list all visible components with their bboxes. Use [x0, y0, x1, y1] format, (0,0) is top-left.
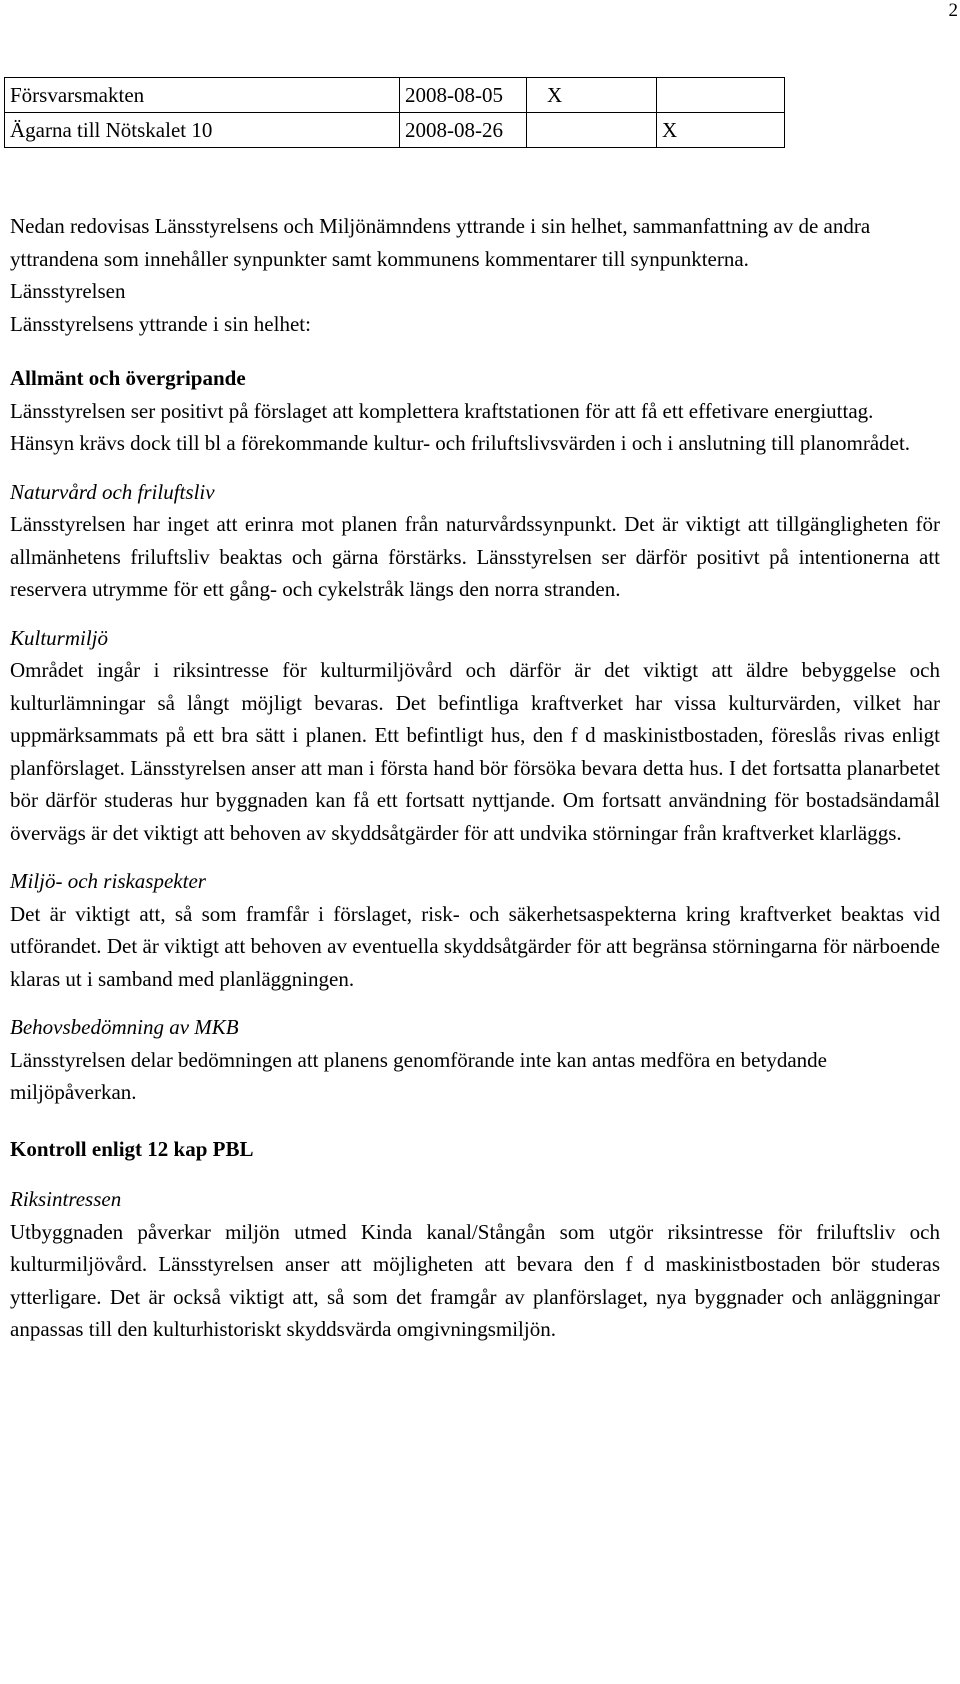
section-text-allmant: Länsstyrelsen ser positivt på förslaget att komplettera kraftstationen för att få ett effetivare energiuttag. Hänsyn krävs dock till bl a förekommande kultur- och friluftslivsvärden i och i anslutning till planområdet.	[10, 398, 911, 455]
section-heading-mkb: Behovsbedömning av MKB	[10, 1015, 239, 1039]
spacer	[10, 1165, 940, 1183]
section-text-miljo: Det är viktigt att, så som framfår i förslaget, risk- och säkerhetsaspekterna kring kraftverket beaktas vid utförandet. Det är viktigt att behoven av eventuella skyddsåtgärder för att begränsa störningarna för närboende klaras ut i samband med planläggningen.	[10, 901, 940, 991]
table-cell-mark	[527, 78, 657, 113]
table-cell-mark	[657, 113, 785, 148]
table-cell-name: Ägarna till Nötskalet 10	[5, 113, 400, 148]
section-heading-kulturmiljo: Kulturmiljö	[10, 625, 109, 650]
spacer	[10, 460, 940, 476]
section-heading-miljo: Miljö- och riskaspekter	[10, 869, 206, 893]
lansstyrelsen-subheading: Länsstyrelsens yttrande i sin helhet:	[10, 311, 311, 336]
recipients-table	[4, 77, 785, 148]
intro-paragraph: Nedan redovisas Länsstyrelsens och Miljönämndens yttrande i sin helhet, sammanfattning av de andra yttrandena som innehåller synpunkter samt kommunens kommentarer till synpunkterna.	[10, 214, 871, 271]
spacer	[10, 995, 940, 1011]
section-text-kulturmiljo: Området ingår i riksintresse för kulturmiljövård och därför är det viktigt att äldre bebyggelse och kulturlämningar så långt möjligt bevaras. Det befintliga kraftverket har vissa kulturvärden, vilket har uppmärksammats på ett bra sätt i planen. Ett befintligt hus, den f d maskinistbostaden, föreslås rivas enligt planförslaget. Länsstyrelsen anser att man i första hand bör försöka bevara detta hus. I det fortsatta planarbetet bör därför studeras hur byggnaden kan få ett fortsatt nyttjande. Om fortsatt användning för bostadsändamål övervägs är det viktigt att behoven av skyddsåtgärder för att undvika störningar från kraftverket klarläggs.	[10, 658, 940, 845]
spacer	[10, 1109, 940, 1133]
table-cell-name: Försvarsmakten	[5, 78, 400, 113]
section-text-naturvard: Länsstyrelsen har inget att erinra mot planen från naturvårdssynpunkt. Det är viktigt att tillgängligheten för allmänhetens friluftsliv beaktas och gärna förstärks. Länsstyrelsen ser därför positivt på intentionerna att reservera utrymme för ett gång- och cykelstråk längs den norra stranden.	[10, 512, 940, 601]
section-heading-kontroll: Kontroll enligt 12 kap PBL	[10, 1136, 254, 1161]
section-text-mkb: Länsstyrelsen delar bedömningen att planens genomförande inte kan antas medföra en betydande miljöpåverkan.	[10, 1047, 827, 1104]
table-cell-mark	[527, 113, 657, 148]
table-cell-date: 2008-08-26	[400, 113, 527, 148]
table-cell-mark	[657, 78, 785, 113]
page-number: 2	[948, 0, 958, 21]
table-cell-mark-text: X	[662, 117, 678, 142]
table-row	[5, 113, 785, 148]
section-heading-naturvard: Naturvård och friluftsliv	[10, 479, 215, 504]
section-text-riksintressen: Utbyggnaden påverkar miljön utmed Kinda kanal/Stångån som utgör riksintresse för friluftsliv och kulturmiljövård. Länsstyrelsen anser att möjligheten att bevara den f d maskinistbostaden bör studeras ytterligare. Det är också viktigt att, så som det framgår av planförslaget, nya byggnader och anläggningar anpassas till den kulturhistoriskt skyddsvärda omgivningsmiljön.	[10, 1219, 940, 1341]
table-cell-date: 2008-08-05	[400, 78, 527, 113]
spacer	[10, 606, 940, 622]
spacer	[10, 849, 940, 865]
section-heading-allmant: Allmänt och övergripande	[10, 366, 246, 390]
spacer	[10, 340, 940, 362]
table-cell-mark-text: X	[547, 82, 563, 107]
table-row	[5, 78, 785, 113]
lansstyrelsen-heading: Länsstyrelsen	[10, 279, 126, 303]
document-body	[10, 210, 940, 1346]
section-heading-riksintressen: Riksintressen	[10, 1187, 122, 1211]
